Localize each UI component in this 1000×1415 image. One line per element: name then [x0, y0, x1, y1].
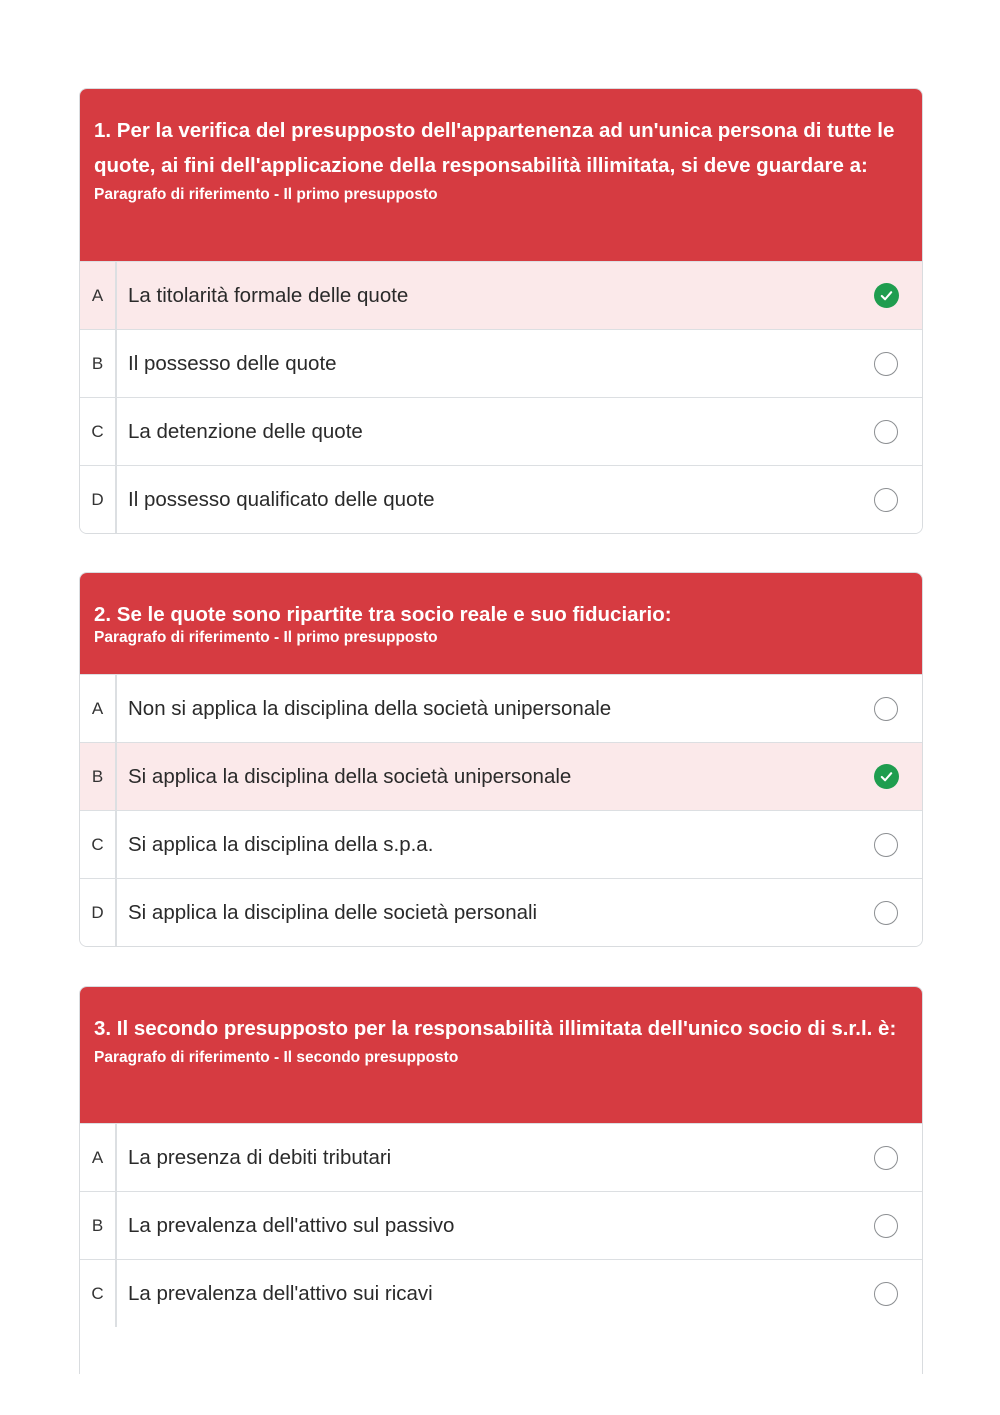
answer-text: La prevalenza dell'attivo sul passivo	[128, 1213, 455, 1237]
radio-icon[interactable]	[874, 488, 898, 512]
answer-text: Si applica la disciplina della s.p.a.	[128, 832, 434, 856]
question-reference: Paragrafo di riferimento - Il primo presupposto	[94, 186, 438, 203]
radio-icon[interactable]	[874, 901, 898, 925]
question-card	[79, 986, 923, 1327]
answer-letter: B	[80, 330, 117, 397]
answer-letter: C	[80, 811, 117, 878]
answer-letter: B	[80, 743, 117, 810]
answer-letter: A	[80, 675, 117, 742]
answer-text: La presenza di debiti tributari	[128, 1145, 392, 1169]
answer-text: Si applica la disciplina della società unipersonale	[128, 764, 572, 788]
answer-option[interactable]	[80, 810, 922, 878]
question-title: 1. Per la verifica del presupposto dell'appartenenza ad un'unica persona di tutte le quote, ai fini dell'applicazione della responsabilità illimitata, si deve guardare a:	[94, 119, 895, 177]
radio-icon[interactable]	[874, 1146, 898, 1170]
card-continuation	[79, 1326, 923, 1374]
answer-letter: D	[80, 466, 117, 533]
check-icon[interactable]	[874, 764, 899, 789]
answer-option[interactable]	[80, 1191, 922, 1259]
radio-icon[interactable]	[874, 697, 898, 721]
answer-text: Si applica la disciplina delle società personali	[128, 900, 538, 924]
question-card	[79, 88, 923, 534]
answer-text: Il possesso qualificato delle quote	[128, 487, 435, 511]
answer-text: Il possesso delle quote	[128, 351, 337, 375]
radio-icon[interactable]	[874, 833, 898, 857]
question-title: 3. Il secondo presupposto per la responsabilità illimitata dell'unico socio di s.r.l. è:	[94, 1017, 897, 1040]
answer-text: Non si applica la disciplina della società unipersonale	[128, 696, 612, 720]
answer-letter: D	[80, 879, 117, 946]
answer-option[interactable]	[80, 878, 922, 946]
answer-letter: A	[80, 262, 117, 329]
check-icon[interactable]	[874, 283, 899, 308]
answer-letter: B	[80, 1192, 117, 1259]
radio-icon[interactable]	[874, 420, 898, 444]
radio-icon[interactable]	[874, 1214, 898, 1238]
question-header	[80, 573, 922, 674]
answer-option[interactable]	[80, 465, 922, 533]
answer-text: La detenzione delle quote	[128, 419, 363, 443]
answer-option[interactable]	[80, 261, 922, 329]
radio-icon[interactable]	[874, 352, 898, 376]
answer-text: La prevalenza dell'attivo sui ricavi	[128, 1281, 433, 1305]
question-card	[79, 572, 923, 947]
answer-letter: A	[80, 1124, 117, 1191]
answer-option[interactable]	[80, 1259, 922, 1327]
radio-icon[interactable]	[874, 1282, 898, 1306]
question-reference: Paragrafo di riferimento - Il secondo presupposto	[94, 1049, 459, 1066]
question-header	[80, 89, 922, 261]
answer-option[interactable]	[80, 329, 922, 397]
question-reference: Paragrafo di riferimento - Il primo presupposto	[94, 629, 438, 646]
question-title: 2. Se le quote sono ripartite tra socio reale e suo fiduciario:	[94, 603, 672, 626]
answer-option[interactable]	[80, 397, 922, 465]
answer-option[interactable]	[80, 742, 922, 810]
answer-letter: C	[80, 1260, 117, 1327]
answer-text: La titolarità formale delle quote	[128, 283, 409, 307]
question-header	[80, 987, 922, 1123]
answer-option[interactable]	[80, 1123, 922, 1191]
answer-option[interactable]	[80, 674, 922, 742]
answer-letter: C	[80, 398, 117, 465]
